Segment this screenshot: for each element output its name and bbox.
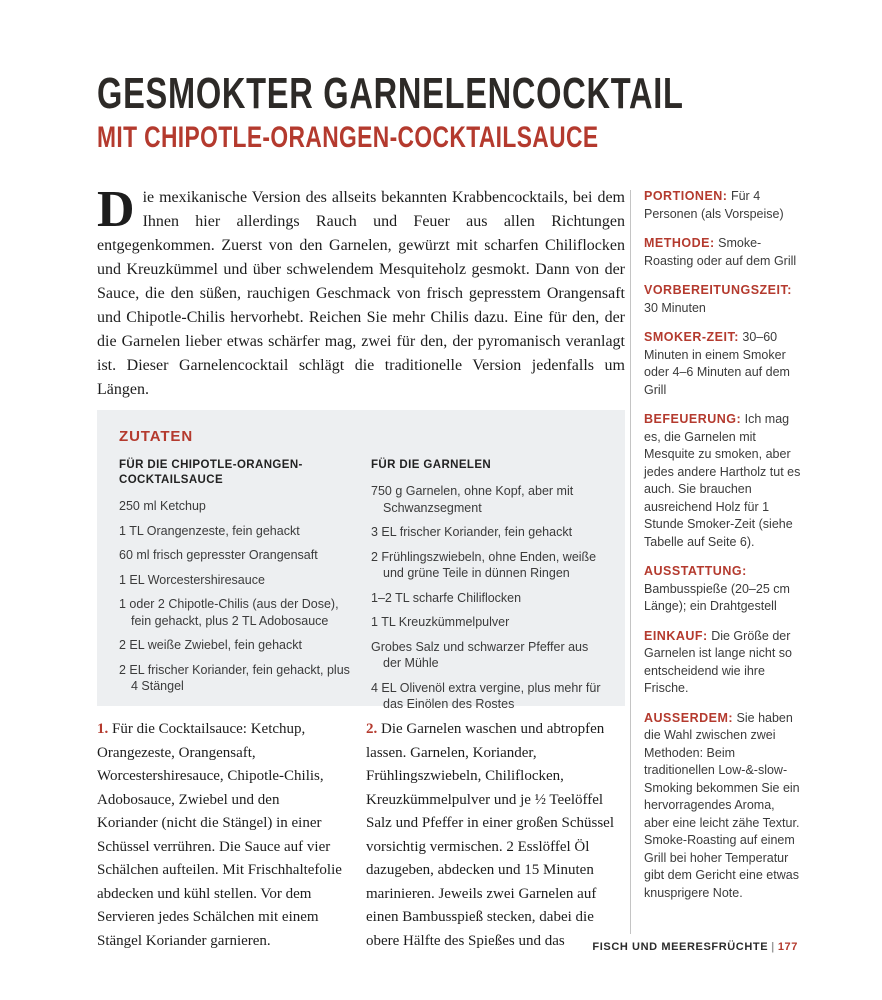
sidebar-label: METHODE: [644, 236, 715, 250]
sidebar-item-portionen [644, 188, 801, 223]
ingredient-item: Grobes Salz und schwarzer Pfeffer aus der Mühle [371, 639, 589, 670]
ingredient-item: 3 EL frischer Koriander, fein gehackt [371, 525, 573, 539]
step-text: Die Garnelen waschen und abtropfen lassen. Garnelen, Koriander, Frühlingszwiebeln, Chiliflocken, Kreuzkümmelpulver und je ½ Teelöffel Salz und Pfeffer in einer großen Schüssel vorsichtig vermischen. 2 Esslöffel Öl dazugeben, abdecken und 15 Minuten marinieren. Jeweils zwei Garnelen auf einen Bambusspieß stecken, dabei die obere Hälfte des Spießes und das [366, 721, 614, 949]
ingredients-column-garnelen [371, 458, 605, 721]
sidebar-label: BEFEUERUNG: [644, 412, 742, 426]
ingredient-item: 1 EL Worcestershiresauce [119, 572, 265, 587]
step-2 [366, 718, 624, 953]
intro-paragraph [97, 181, 625, 402]
sidebar-item-ausserdem [644, 710, 801, 903]
ingredients-column-title: FÜR DIE CHIPOTLE-ORANGEN-COCKTAILSAUCE [119, 459, 303, 486]
sidebar-text: Die Größe der Garnelen ist lange nicht so entscheidend wie ihre Frische. [644, 628, 793, 695]
sidebar-text: Smoke-Roasting oder auf dem Grill [644, 236, 797, 268]
ingredients-column-sauce [119, 458, 357, 721]
sidebar-text: 30–60 Minuten in einem Smoker oder 4–6 Minuten auf dem Grill [644, 330, 790, 397]
intro-text: ie mexikanische Version des allseits bekannten Krabbencocktails, bei dem Ihnen hier allerdings Rauch und Feuer aus allen Richtungen entgegenkommen. Zuerst von den Garnelen, gewürzt mit scharfen Chiliflocken und Kreuzkümmel und über schwelendem Mesquiteholz gesmokt. Dann von der Sauce, die den süßen, rauchigen Geschmack von frisch gepresstem Orangensaft und Chipotle-Chilis hervorhebt. Reichen Sie mehr Chilis dazu. Eine für den, der die Garnelen lieber etwas schärfer mag, zwei für den, der pyromanisch veranlagt ist. Dieser Garnelencocktail schlägt die traditionelle Version jedenfalls um Längen. [97, 189, 625, 398]
step-1 [97, 718, 342, 953]
ingredient-item: 1 TL Kreuzkümmelpulver [371, 615, 510, 629]
sidebar-text: Für 4 Personen (als Vorspeise) [644, 189, 784, 221]
column-divider [630, 190, 631, 934]
ingredients-columns [119, 458, 605, 721]
recipe-info-sidebar [644, 188, 801, 914]
instruction-steps [97, 718, 627, 953]
sidebar-label: SMOKER-ZEIT: [644, 330, 739, 344]
step-column-1 [97, 718, 342, 953]
sidebar-label: AUSSERDEM: [644, 710, 734, 725]
ingredient-item: 250 ml Ketchup [119, 499, 206, 513]
step-column-2 [366, 718, 624, 953]
sidebar-item-ausstattung [644, 563, 801, 616]
footer-separator: | [771, 941, 775, 953]
step-number: 2. [366, 721, 378, 737]
sidebar-label: VORBEREITUNGSZEIT: [644, 283, 792, 297]
sidebar-text: Sie haben die Wahl zwischen zwei Methoden: Beim traditionellen Low-&-slow-Smoking bekommen Sie ein hervorragendes Aroma, aber eine leicht zähe Textur. Smoke-Roasting auf einem Grill bei hoher Temperatur gibt dem Gericht eine etwas knusprigere Note. [644, 710, 800, 900]
sidebar-item-vorbereitungszeit [644, 282, 801, 317]
sidebar-item-befeuerung [644, 411, 801, 551]
sidebar-text: 30 Minuten [644, 300, 706, 315]
ingredients-header: ZUTATEN [119, 428, 194, 445]
ingredient-item: 2 EL frischer Koriander, fein gehackt, plus 4 Stängel [119, 662, 350, 693]
recipe-header [97, 69, 882, 154]
recipe-subtitle: MIT CHIPOTLE-ORANGEN-COCKTAILSAUCE [97, 121, 599, 154]
step-number: 1. [97, 721, 109, 737]
footer-section-title: FISCH UND MEERESFRÜCHTE [592, 941, 769, 953]
ingredient-item: 1 oder 2 Chipotle-Chilis (aus der Dose), fein gehackt, plus 2 TL Adobosauce [119, 597, 339, 628]
sidebar-item-methode [644, 235, 801, 270]
dropcap-letter: D [97, 181, 135, 238]
sidebar-item-einkauf [644, 628, 801, 698]
ingredient-item: 2 Frühlingszwiebeln, ohne Enden, weiße und grüne Teile in dünnen Ringen [371, 549, 597, 580]
sidebar-text: Ich mag es, die Garnelen mit Mesquite zu smoken, aber jedes andere Hartholz tut es auch. Sie brauchen ausreichend Holz für 1 Stunde Smoker-Zeit (siehe Tabelle auf Seite 6). [644, 412, 801, 549]
footer-page-number: 177 [777, 941, 798, 953]
page-footer [592, 941, 798, 953]
ingredients-box [97, 410, 625, 711]
ingredient-item: 2 EL weiße Zwiebel, fein gehackt [119, 638, 302, 652]
ingredient-item: 60 ml frisch gepresster Orangensaft [119, 548, 318, 562]
sidebar-label: EINKAUF: [644, 628, 708, 643]
step-text: Für die Cocktailsauce: Ketchup, Orangezeste, Orangensaft, Worcestershiresauce, Chipotle-Chilis, Adobosauce, Zwiebel und den Koriander (nicht die Stängel) in einer Schüssel verrühren. Die Sauce auf vier Schälchen aufteilen. Mit Frischhaltefolie abdecken und kühl stellen. Vor dem Servieren jedes Schälchen mit einem Stängel Koriander garnieren. [97, 721, 342, 949]
ingredients-column-title: FÜR DIE GARNELEN [371, 459, 492, 471]
recipe-title: GESMOKTER GARNELENCOCKTAIL [97, 69, 684, 118]
sidebar-label: AUSSTATTUNG: [644, 564, 747, 578]
sidebar-label: PORTIONEN: [644, 189, 728, 203]
ingredient-item: 1–2 TL scharfe Chiliflocken [371, 590, 522, 605]
sidebar-item-smoker-zeit [644, 329, 801, 399]
ingredient-item: 4 EL Olivenöl extra vergine, plus mehr für das Einölen des Rostes [371, 680, 601, 711]
ingredient-item: 1 TL Orangenzeste, fein gehackt [119, 523, 300, 538]
ingredient-item: 750 g Garnelen, ohne Kopf, aber mit Schwanzsegment [371, 484, 574, 515]
sidebar-text: Bambusspieße (20–25 cm Länge); ein Drahtgestell [644, 581, 790, 613]
